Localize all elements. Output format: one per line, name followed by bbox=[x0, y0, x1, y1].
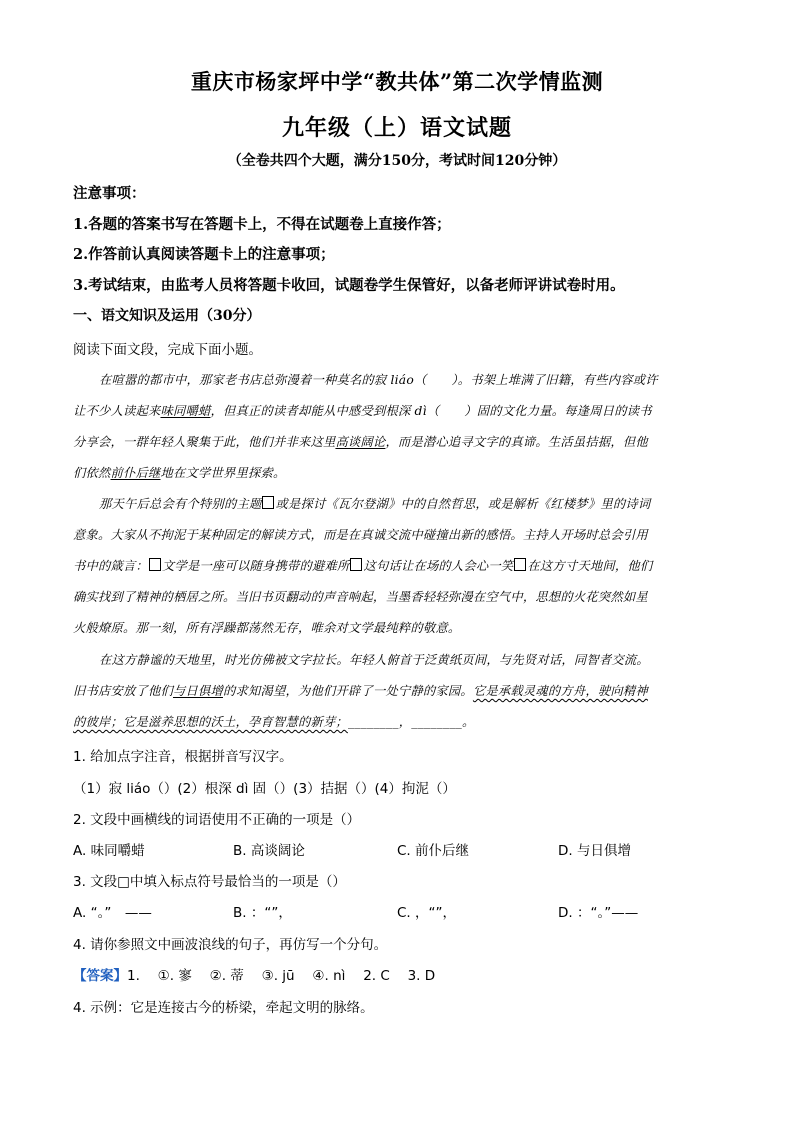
question-1: 1. 给加点字注音，根据拼音写汉字。 bbox=[73, 749, 293, 765]
passage-line: 在这方静谧的天地里，时光仿佛被文字拉长。年轻人俯首于泛黄纸页间，与先贤对话，同智者交流。 bbox=[99, 653, 649, 667]
passage-line: 在喧嚣的都市中，那家老书店总弥漫着一种莫名的寂 liáo（ ）。书架上堆满了旧籍，有些内容或许 bbox=[99, 373, 658, 387]
passage-text: 让不少人读起来 bbox=[73, 404, 161, 418]
notice-item-1: 1.各题的答案书写在答题卡上，不得在试题卷上直接作答； bbox=[73, 216, 451, 233]
underlined-word: 高谈阔论 bbox=[335, 435, 386, 449]
q2-option-d: D. 与日俱增 bbox=[558, 843, 631, 859]
q3-option-a: A. “。” —— bbox=[73, 905, 152, 921]
passage-text: 或是探讨《瓦尔登湖》中的自然哲思，或是解析《红楼梦》里的诗词 bbox=[275, 497, 651, 511]
question-1-items: （1）寂 liáo（）(2）根深 dì 固（）(3）拮据（）(4）拘泥（） bbox=[73, 781, 456, 797]
q3-option-d: D. ：“。”—— bbox=[558, 905, 639, 921]
passage-text: 文学是一座可以随身携带的避难所 bbox=[161, 559, 350, 573]
passage-text: 地在文学世界里探索。 bbox=[160, 466, 286, 480]
passage-line bbox=[73, 712, 722, 730]
notice-item-3: 3.考试结束，由监考人员将答题卡收回，试题卷学生保管好，以备老师评讲试卷时用。 bbox=[73, 277, 625, 294]
answer-line bbox=[73, 964, 435, 984]
notice-item-2: 2.作答前认真阅读答题卡上的注意事项； bbox=[73, 246, 335, 263]
q3-option-b: B. ：“”， bbox=[233, 905, 292, 921]
passage-text: 旧书店安放了他们 bbox=[73, 684, 173, 698]
blank-box bbox=[262, 496, 274, 509]
question-4: 4. 请你参照文中画波浪线的句子，再仿写一个分句。 bbox=[73, 937, 388, 953]
blank-box bbox=[350, 558, 362, 571]
passage-text: 在这方寸天地间，他们 bbox=[527, 559, 653, 573]
section-instruction: 阅读下面文段，完成下面小题。 bbox=[73, 342, 262, 358]
passage-line bbox=[73, 681, 722, 699]
section-heading: 一、语文知识及运用（30分） bbox=[73, 308, 261, 324]
q2-option-c: C. 前仆后继 bbox=[397, 843, 470, 859]
notice-heading: 注意事项： bbox=[73, 185, 146, 202]
q2-option-b: B. 高谈阔论 bbox=[233, 843, 305, 859]
exam-info: （全卷共四个大题，满分150分，考试时间120分钟） bbox=[227, 153, 567, 169]
underlined-word: 味同嚼蜡 bbox=[160, 404, 211, 418]
passage-line bbox=[73, 432, 722, 450]
underlined-word: 前仆后继 bbox=[110, 466, 161, 480]
passage-line: 确实找到了精神的栖居之所。当旧书页翻动的声音响起，当墨香轻轻弥漫在空气中，思想的火花突然如星 bbox=[73, 590, 648, 604]
answer-line-2: 4. 示例：它是连接古今的桥梁，牵起文明的脉络。 bbox=[73, 1000, 374, 1016]
passage-text: 这句话让在场的人会心一笑 bbox=[363, 559, 514, 573]
passage-text: 的求知渴望，为他们开辟了一处宁静的家园。 bbox=[222, 684, 473, 698]
q3-option-c: C. ，“”， bbox=[397, 905, 456, 921]
question-2: 2. 文段中画横线的词语使用不正确的一项是（） bbox=[73, 812, 361, 828]
answer-tag: 【答案】 bbox=[73, 968, 127, 984]
passage-line bbox=[73, 463, 722, 481]
passage-text: ，但真正的读者却能从中感受到根深 dì（ ）固的文化力量。每逢周日的读书 bbox=[210, 404, 652, 418]
exam-title: 重庆市杨家坪中学“教共体”第二次学情监测 bbox=[190, 69, 604, 94]
blank-box bbox=[514, 558, 526, 571]
underlined-word: 与日俱增 bbox=[172, 684, 223, 698]
q2-option-a: A. 味同嚼蜡 bbox=[73, 843, 145, 859]
passage-line bbox=[73, 401, 722, 419]
wavy-sentence: 的彼岸；它是滋养思想的沃土，孕育智慧的新芽； bbox=[73, 715, 348, 729]
passage-text: 书中的箴言： bbox=[73, 559, 148, 573]
passage-text: 分享会，一群年轻人聚集于此，他们并非来这里 bbox=[73, 435, 336, 449]
wavy-sentence: 它是承载灵魂的方舟，驶向精神 bbox=[472, 684, 648, 698]
passage-line bbox=[73, 556, 722, 574]
passage-line: 意象。大家从不拘泥于某种固定的解读方式，而是在真诚交流中碰撞出新的感悟。主持人开场时总会引用 bbox=[73, 528, 648, 542]
exam-subtitle: 九年级（上）语文试题 bbox=[281, 115, 512, 141]
passage-text: 们依然 bbox=[73, 466, 111, 480]
passage-text: ，而是潜心追寻文字的真谛。生活虽拮据，但他 bbox=[385, 435, 648, 449]
passage-line bbox=[73, 494, 722, 512]
answer-text: 1. ①. 寥 ②. 蒂 ③. jū ④. nì 2. C 3. D bbox=[127, 968, 436, 984]
passage-line: 火般燎原。那一刻，所有浮躁都荡然无存，唯余对文学最纯粹的敬意。 bbox=[73, 621, 461, 635]
question-3: 3. 文段□中填入标点符号最恰当的一项是（） bbox=[73, 874, 346, 890]
fill-blank: ________，________。 bbox=[347, 715, 475, 729]
blank-box bbox=[149, 558, 161, 571]
passage-text: 那天午后总会有个特别的主题 bbox=[99, 497, 262, 511]
